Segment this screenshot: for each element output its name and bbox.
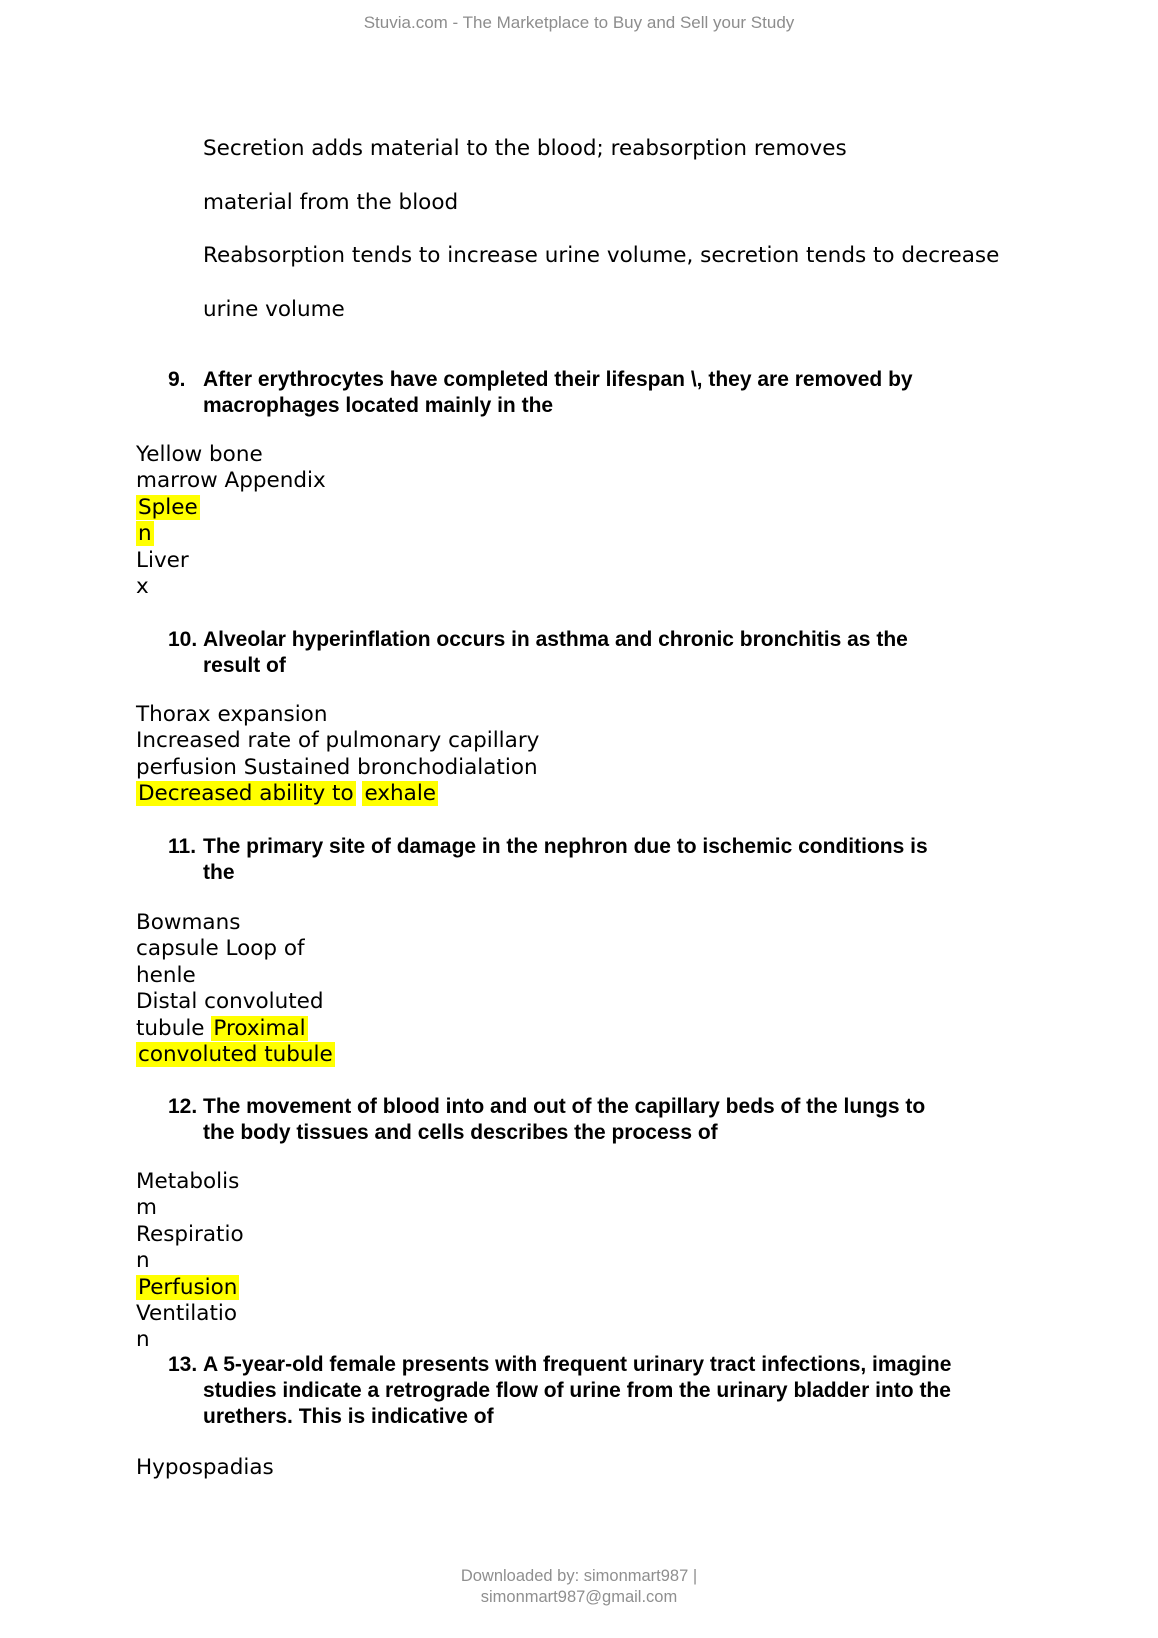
- question-line: the: [203, 861, 235, 884]
- highlighted-answer: exhale: [364, 781, 437, 807]
- download-footer: [0, 1566, 1158, 1608]
- answer-text: perfusion Sustained bronchodialation: [136, 754, 538, 780]
- answer-line: [136, 1169, 244, 1195]
- answer-text: marrow Appendix: [136, 468, 326, 494]
- answer-text: Hypospadias: [136, 1455, 274, 1480]
- answer-block: [136, 1455, 274, 1481]
- highlighted-answer: n: [138, 521, 152, 547]
- question-line: The primary site of damage in the nephron due to ischemic conditions is: [203, 835, 928, 858]
- answer-line: [136, 936, 335, 962]
- highlighted-answer: Splee: [138, 494, 198, 520]
- question-line: A 5-year-old female presents with frequent urinary tract infections, imagine: [203, 1353, 952, 1376]
- question-block: [168, 1094, 925, 1146]
- answer-line: [136, 910, 335, 936]
- question-text: [203, 367, 913, 419]
- intro-line: Reabsorption tends to increase urine volume, secretion tends to decrease: [203, 243, 1000, 268]
- answer-text: m: [136, 1195, 157, 1221]
- question-line: After erythrocytes have completed their lifespan \, they are removed by: [203, 368, 913, 391]
- answer-line: [136, 963, 335, 989]
- question-block: [168, 1352, 951, 1430]
- answer-line: [136, 495, 326, 521]
- question-number: 9.: [168, 368, 186, 391]
- question-text: [203, 834, 928, 886]
- highlighted-answer: Decreased ability to: [138, 781, 354, 807]
- question-block: [168, 834, 928, 886]
- answer-line: [136, 781, 539, 807]
- answer-line: [136, 1327, 244, 1353]
- answer-line: [136, 989, 335, 1015]
- question-text: [203, 627, 908, 679]
- answer-text: Distal convoluted: [136, 989, 324, 1015]
- question-line: studies indicate a retrograde flow of urine from the urinary bladder into the: [203, 1379, 951, 1402]
- answer-line: [136, 521, 326, 547]
- intro-line: Secretion adds material to the blood; reabsorption removes: [203, 136, 847, 161]
- highlighted-answer: Proximal: [213, 1015, 306, 1041]
- answer-line: [136, 1455, 274, 1481]
- intro-line: urine volume: [203, 296, 345, 322]
- question-text: [203, 1094, 925, 1146]
- answer-text: Liver: [136, 547, 189, 573]
- answer-text: n: [136, 1248, 150, 1274]
- answer-text: tubule: [136, 1015, 212, 1041]
- highlighted-answer: convoluted tubule: [138, 1042, 333, 1068]
- answer-line: [136, 468, 326, 494]
- answer-line: [136, 1222, 244, 1248]
- answer-line: [136, 1301, 244, 1327]
- question-number: 12.: [168, 1095, 198, 1118]
- answer-text: Thorax expansion: [136, 702, 328, 727]
- answer-line: [136, 1195, 244, 1221]
- answer-text: x: [136, 574, 149, 600]
- question-text: [203, 1352, 951, 1430]
- answer-text: capsule Loop of: [136, 936, 305, 962]
- answer-line: [136, 1016, 335, 1042]
- footer-line1: Downloaded by: simonmart987 |: [460, 1567, 698, 1585]
- answer-line: [136, 548, 326, 574]
- question-number: 13.: [168, 1353, 198, 1376]
- question-block: [168, 627, 908, 679]
- question-block: [168, 367, 913, 419]
- question-number: 11.: [168, 835, 197, 858]
- answer-line: [136, 1248, 244, 1274]
- intro-paragraph: [203, 136, 999, 350]
- answer-block: [136, 442, 326, 600]
- answer-text: Metabolis: [136, 1169, 240, 1194]
- answer-block: [136, 702, 539, 808]
- question-line: The movement of blood into and out of the capillary beds of the lungs to: [203, 1095, 926, 1118]
- answer-text: Bowmans: [136, 910, 241, 935]
- answer-line: [136, 1275, 244, 1301]
- footer-line2: simonmart987@gmail.com: [480, 1588, 678, 1606]
- answer-text: Increased rate of pulmonary capillary: [136, 728, 540, 754]
- answer-line: [136, 574, 326, 600]
- answer-line: [136, 702, 539, 728]
- question-line: result of: [203, 654, 286, 677]
- highlighted-answer: Perfusion: [138, 1274, 238, 1300]
- answer-text: Respiratio: [136, 1221, 244, 1247]
- answer-text: Yellow bone: [136, 442, 263, 467]
- intro-line: material from the blood: [203, 189, 459, 215]
- question-line: Alveolar hyperinflation occurs in asthma and chronic bronchitis as the: [203, 628, 908, 651]
- answer-block: [136, 910, 335, 1068]
- answer-text: henle: [136, 962, 196, 988]
- question-line: the body tissues and cells describes the process of: [203, 1121, 718, 1144]
- answer-line: [136, 728, 539, 754]
- answer-text: n: [136, 1327, 150, 1353]
- question-line: urethers. This is indicative of: [203, 1405, 494, 1428]
- question-number: 10.: [168, 628, 198, 651]
- answer-line: [136, 1042, 335, 1068]
- question-line: macrophages located mainly in the: [203, 394, 554, 417]
- answer-line: [136, 755, 539, 781]
- stuvia-watermark: Stuvia.com - The Marketplace to Buy and Sell your Study: [363, 13, 795, 32]
- answer-block: [136, 1169, 244, 1354]
- answer-line: [136, 442, 326, 468]
- answer-text: Ventilatio: [136, 1301, 238, 1327]
